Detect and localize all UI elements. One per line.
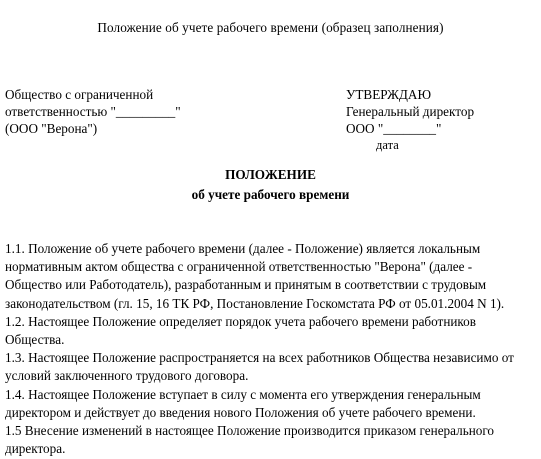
clause-line: 1.3. Настоящее Положение распространяется на всех работников Общества независимо от — [5, 350, 514, 366]
organization-line-3: (ООО "Верона") — [5, 121, 98, 136]
clause-line: законодательством (гл. 15, 16 ТК РФ, Постановление Госкомстата РФ от 05.01.2004 N 1). — [5, 295, 505, 311]
clause-line: директором и действует до введения нового Положения об учете рабочего времени. — [5, 404, 476, 420]
heading-main: ПОЛОЖЕНИЕ — [225, 167, 316, 182]
approval-label: УТВЕРЖДАЮ — [346, 87, 432, 102]
clause-line: 1.1. Положение об учете рабочего времени (далее - Положение) является локальным — [5, 241, 481, 256]
clause-1-4 — [5, 386, 540, 422]
clause-1-5 — [5, 422, 540, 458]
approval-position: Генеральный директор — [346, 104, 475, 119]
approval-block — [346, 86, 474, 154]
heading-sub: об учете рабочего времени — [191, 187, 350, 202]
clause-line: 1.4. Настоящее Положение вступает в силу с момента его утверждения генеральным — [5, 386, 481, 402]
approval-signature: ООО "________" — [346, 121, 442, 136]
clause-1-2 — [5, 313, 540, 349]
clause-line: Общества. — [5, 332, 65, 348]
document-title: Положение об учете рабочего времени (образец заполнения) — [97, 20, 444, 35]
clause-1-1 — [5, 240, 540, 313]
organization-line-1: Общество с ограниченной — [5, 87, 154, 102]
approval-date-label: дата — [376, 138, 399, 152]
document-heading — [0, 165, 541, 205]
document-body — [5, 240, 540, 458]
clause-line: нормативным актом общества с ограниченной ответственностью "Верона" (далее - — [5, 259, 473, 275]
clause-line: 1.5 Внесение изменений в настоящее Положение производится приказом генерального — [5, 423, 495, 439]
clause-line: условий заключенного трудового договора. — [5, 368, 249, 384]
clause-1-3 — [5, 349, 540, 385]
organization-line-2: ответственностью "_________" — [5, 104, 181, 119]
clause-line: директора. — [5, 441, 66, 457]
organization-block — [5, 86, 181, 137]
clause-line: Общество или Работодатель), разработанным и принятым в соответствии с трудовым — [5, 277, 487, 293]
clause-line: 1.2. Настоящее Положение определяет порядок учета рабочего времени работников — [5, 313, 476, 329]
